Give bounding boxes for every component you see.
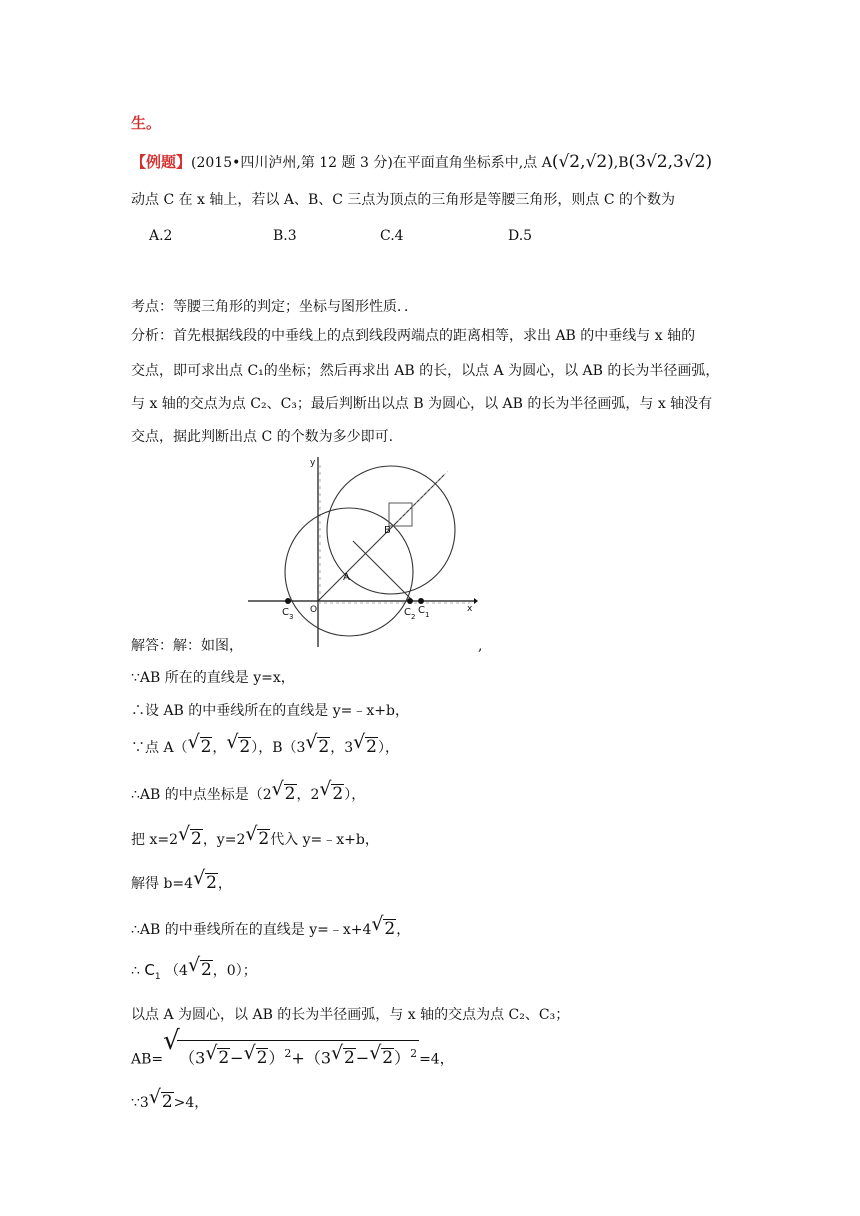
sqrt-2-h [246,829,270,850]
ab-label: AB= [131,1051,164,1068]
sqrt-radicand: 2 [382,1048,394,1069]
sqrt-2-p [150,1092,174,1113]
part: ） [268,1048,285,1068]
fenxi-line4: 交点，据此判断出点 C 的个数为多少即可. [131,429,394,445]
solution-line4: ∴AB 的中点坐标是（2√ 2，2√ 2）， [131,784,365,805]
solution-line8 [131,960,257,987]
sqrt-2-b [227,737,251,758]
big-radical-sign: √ [163,1026,180,1056]
label-c1: C [418,605,425,616]
label-y: y [310,458,316,468]
big-radicand [177,1040,419,1069]
label-a: A [343,572,350,583]
example-source: (2015•四川泸州,第 12 题 3 分)在平面直角坐标系中,点 A [191,155,552,171]
l4-part-b: ）， [344,787,366,803]
l3-part-a: ∵点 A（ [131,740,188,756]
plus-sign: + [291,1048,305,1068]
sqrt-2-c [306,737,330,758]
l3-part-c: ）， [378,740,399,756]
part: （3 [304,1048,331,1068]
sqrt-2-i [194,873,218,894]
l4-comma: ， [296,787,311,803]
option-d: D.5 [508,228,533,244]
sqrt-radicand: 2 [218,1048,230,1069]
sqrt-radicand: 2 [284,784,296,804]
part: （3 [179,1048,206,1068]
sqrt-radicand: 2 [332,784,344,804]
line-y-equals-x [318,475,444,601]
solution-line3 [131,737,399,758]
l8-end: ； [242,963,257,979]
fenxi-line3: 与 x 轴的交点为点 C₂、C₃；最后判断出以点 B 为圆心，以 AB 的长为半径画弧，与 x 轴没有 [131,396,713,412]
l3-comma-2: ， [330,740,345,756]
solution-line9: 以点 A 为圆心，以 AB 的长为半径画弧，与 x 轴的交点为点 C₂、C₃； [131,1007,570,1023]
l11-part-b: >4， [173,1095,209,1111]
sqrt-radicand: 2 [200,737,212,757]
l3-part-b: ），B（3 [251,740,306,756]
sqrt-2-o [370,1047,394,1069]
c1-coord-a: （4 [165,963,188,979]
label-c2: C [404,607,411,618]
right-angle-square [389,503,412,526]
kaodian: 考点：等腰三角形的判定；坐标与图形性质．． [131,299,418,315]
header-fragment: 生。 [131,114,162,132]
solution-line6 [131,873,232,894]
solution-line5 [131,829,379,850]
perpendicular-bisector [353,541,413,601]
l6-part-a: 解得 b=4 [131,876,194,892]
l3-comma: ， [212,740,227,756]
sqrt-2-g [179,829,203,850]
l3-three: 3 [344,740,354,756]
sqrt-2-d [354,737,378,758]
sqrt-2-n [332,1047,356,1069]
option-a: A.2 [149,228,173,244]
sqrt-radicand: 2 [161,1092,173,1112]
solution-intro-comma: , [478,638,483,654]
sqrt-2-l [206,1047,230,1069]
c1-symbol [144,960,160,987]
sqrt-radicand: 2 [239,737,251,757]
l4-part-a: ∴AB 的中点坐标是（2 [131,787,272,803]
sqrt-radicand: 2 [200,960,212,980]
point-a-math: (√2,√2) [551,152,614,172]
solution-line7 [131,919,410,940]
option-c: C.4 [380,228,404,244]
label-c3-sub: 3 [289,613,294,621]
point-c2 [407,598,413,604]
sqrt-radicand: 2 [318,737,330,757]
sqrt-2-j [372,919,396,940]
sqrt-2-k [189,960,213,981]
sqrt-radicand: 2 [384,919,396,939]
sqrt-2-f [320,784,344,805]
minus-sign: − [355,1048,370,1068]
fenxi-line1: 分析：首先根据线段的中垂线上的点到线段两端点的距离相等，求出 AB 的中垂线与 x 轴的 [131,328,696,344]
part: ） [394,1048,411,1068]
sqrt-2-m [245,1047,269,1069]
sqrt-radicand: 2 [344,1048,355,1069]
c1-letter: C [144,961,155,979]
minus-sign: − [230,1048,244,1068]
l5-part-c: 代入 y=﹣x+b， [270,832,379,848]
option-b: B.3 [273,228,297,244]
sqrt-radicand: 2 [366,737,377,757]
line-ticks [398,471,448,521]
point-b-prefix: ,B [613,155,629,171]
l5-part-a: 把 x=2 [131,832,178,848]
c1-subscript: 1 [154,972,161,982]
square-exponent: 2 [284,1047,292,1060]
example-question-line2: 动点 C 在 x 轴上，若以 A、B、C 三点为顶点的三角形是等腰三角形，则点 C 的个数为 [131,192,676,208]
point-b-math: (3√2,3√2) [628,152,713,172]
l11-part-a: ∵3 [131,1095,149,1111]
l10-end: =4， [419,1051,454,1068]
l6-part-b: ， [217,876,232,892]
label-o: O [310,605,318,615]
label-x: x [467,604,473,614]
point-c1 [418,598,424,604]
label-c3: C [282,607,289,618]
sqrt-radicand: 2 [256,1048,268,1069]
l8-therefore: ∴ [131,963,140,979]
sqrt-radicand: 2 [190,829,202,849]
l5-part-b: ，y=2 [202,832,246,848]
example-question-line1 [131,152,712,173]
fenxi-line2: 交点，即可求出点 C₁的坐标；然后再求出 AB 的长，以点 A 为圆心，以 AB 的长为半径画弧， [131,363,720,379]
l7-part-b: ， [396,922,411,938]
label-b: B [384,525,391,536]
c1-coord-b: ，0） [212,963,243,979]
ab-big-sqrt [163,1026,419,1069]
x-axis-arrow-icon [474,598,478,604]
geometry-figure [248,455,478,650]
label-c2-sub: 2 [411,613,416,621]
l7-part-a: ∴AB 的中垂线所在的直线是 y=﹣x+4 [131,922,372,938]
sqrt-radicand: 2 [206,873,217,893]
solution-line2: ∴设 AB 的中垂线所在的直线是 y=﹣x+b， [131,703,409,719]
square-exponent: 2 [410,1047,418,1060]
solution-line10 [131,1026,454,1069]
example-tag: 【例题】 [131,153,192,171]
label-c1-sub: 1 [425,611,430,619]
point-c3 [285,598,291,604]
sqrt-radicand: 2 [258,829,270,849]
sqrt-2-e [273,784,297,805]
solution-line1: ∵AB 所在的直线是 y=x， [131,670,295,686]
solution-line11 [131,1092,208,1113]
sqrt-2-a [189,737,213,758]
solution-intro: 解答：解：如图， [131,638,243,654]
